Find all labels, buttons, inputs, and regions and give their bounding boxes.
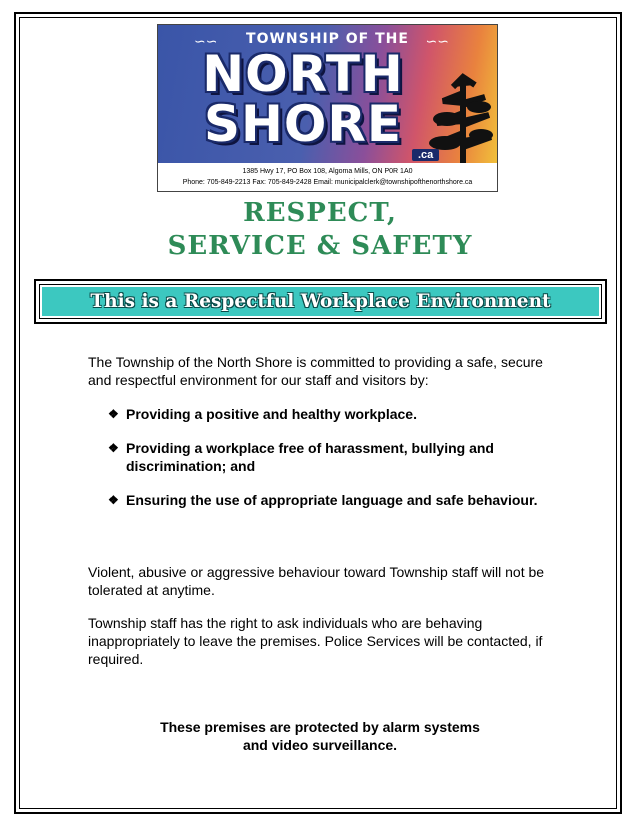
headline-line-2: SERVICE & SAFETY xyxy=(167,231,473,261)
banner-title: This is a Respectful Workplace Environment xyxy=(90,291,551,312)
list-item xyxy=(108,405,548,423)
list-item xyxy=(108,439,548,475)
diamond-bullet-icon: ❖ xyxy=(108,493,119,507)
list-item-text: Providing a positive and healthy workplace. xyxy=(126,406,417,422)
surveillance-notice xyxy=(0,718,640,754)
behaviour-paragraph: Violent, abusive or aggressive behaviour toward Township staff will not be tolerated at anytime. xyxy=(88,564,545,598)
swirl-ornament-left-icon: ∽∽ xyxy=(194,33,218,49)
list-item-text: Providing a workplace free of harassment, bullying and discrimination; and xyxy=(126,440,494,474)
staff-rights-paragraph: Township staff has the right to ask individuals who are behaving inappropriately to leave the premises. Police Services will be contacted, if required. xyxy=(88,615,543,667)
pine-tree-icon xyxy=(423,63,493,163)
list-item-text: Ensuring the use of appropriate language and safe behaviour. xyxy=(126,492,538,508)
logo-north-text: NORTH xyxy=(202,45,404,103)
township-logo xyxy=(157,24,498,192)
list-item xyxy=(108,491,548,509)
diamond-bullet-icon: ❖ xyxy=(108,407,119,421)
logo-ca-badge: .ca xyxy=(412,149,439,161)
diamond-bullet-icon: ❖ xyxy=(108,441,119,455)
logo-shore-text: SHORE xyxy=(203,95,403,153)
logo-contact-info: Phone: 705-849-2213 Fax: 705-849-2428 Email: municipalclerk@townshipofthenorthshore.ca xyxy=(182,179,473,186)
commitment-list xyxy=(108,405,548,525)
surveillance-notice-line-2: and video surveillance. xyxy=(242,737,398,753)
logo-address: 1385 Hwy 17, PO Box 108, Algoma Mills, ON P0R 1A0 xyxy=(242,168,413,175)
intro-paragraph: The Township of the North Shore is committed to providing a safe, secure and respectful environment for our staff and visitors by: xyxy=(88,354,543,388)
headline-line-1: RESPECT, xyxy=(243,198,397,228)
surveillance-notice-line-1: These premises are protected by alarm systems xyxy=(160,719,480,735)
swirl-ornament-right-icon: ∽∽ xyxy=(425,33,449,49)
logo-top-text: TOWNSHIP OF THE xyxy=(246,31,409,47)
